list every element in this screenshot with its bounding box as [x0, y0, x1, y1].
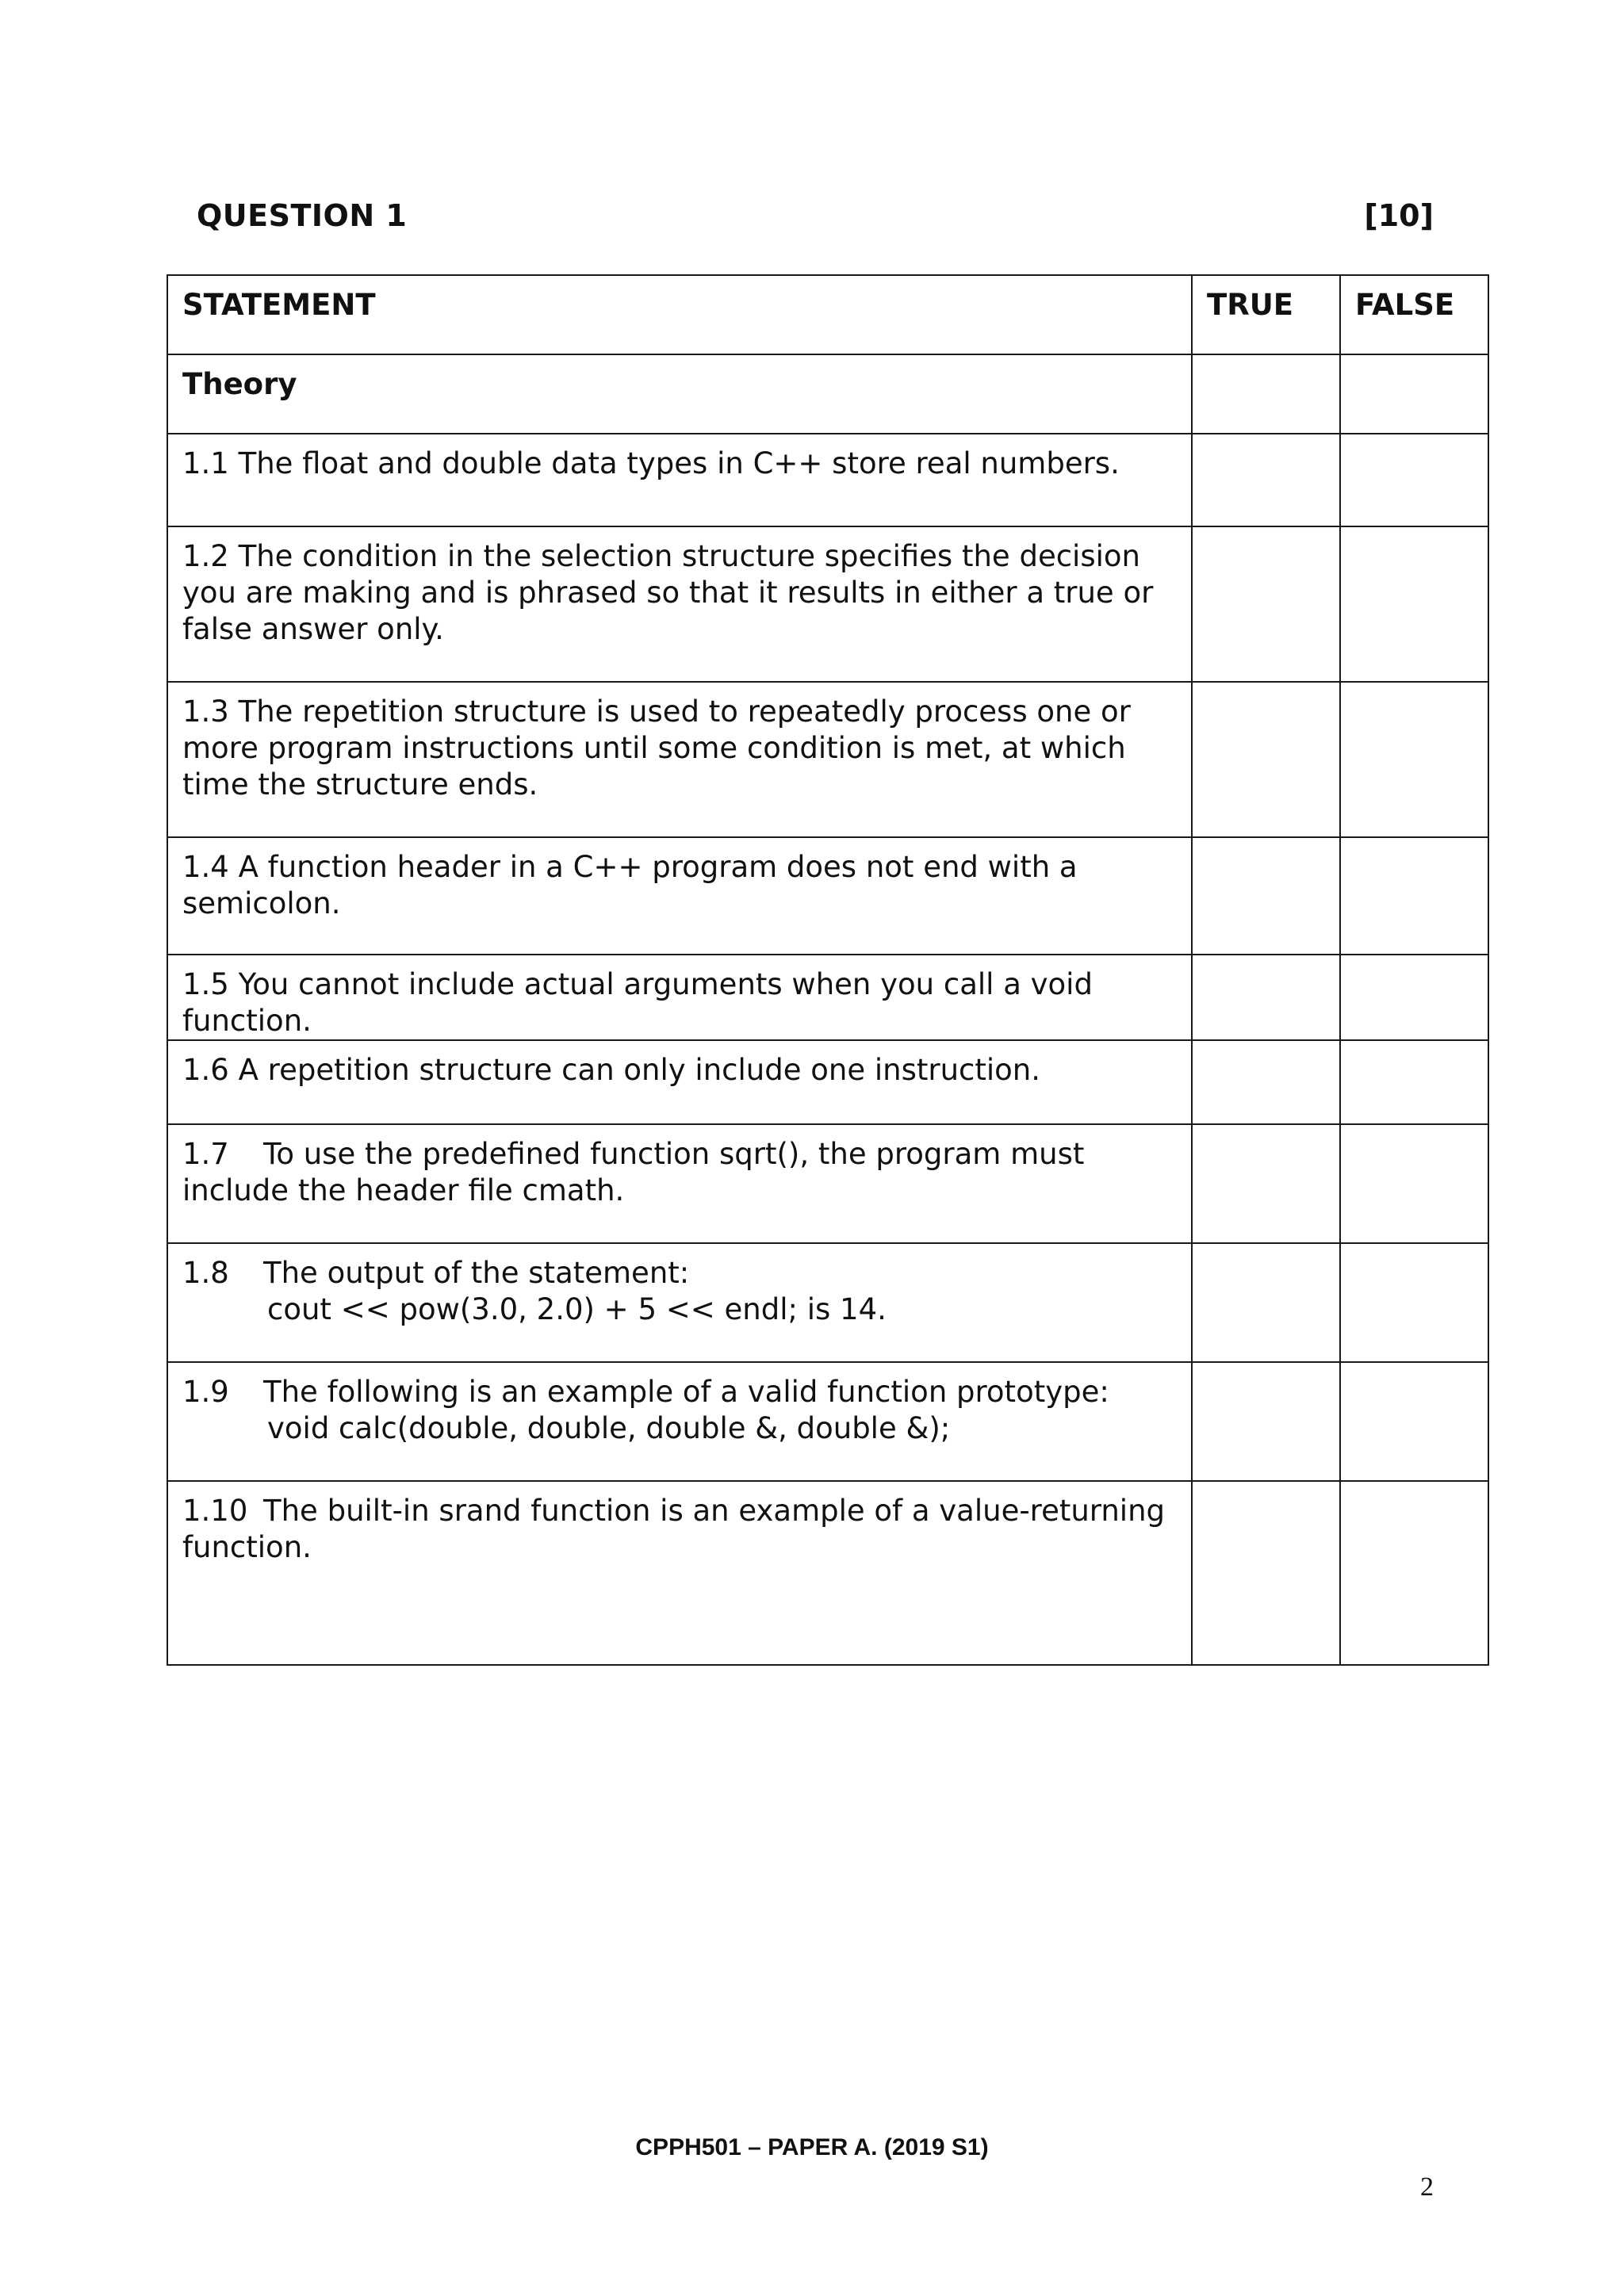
table-row	[167, 1481, 1488, 1665]
paper-code-footer: CPPH501 – PAPER A. (2019 S1)	[635, 2134, 989, 2160]
true-cell[interactable]	[1192, 434, 1340, 526]
statement-code: void calc(double, double, double &, double &);	[267, 1411, 951, 1445]
statement-number: 1.7	[182, 1137, 229, 1171]
false-cell[interactable]	[1340, 955, 1488, 1040]
true-cell[interactable]	[1192, 837, 1340, 955]
statement-text: The built-in srand function is an example of a value-returning function.	[182, 1494, 1166, 1564]
table-row	[167, 1124, 1488, 1243]
false-cell[interactable]	[1340, 1481, 1488, 1665]
statement-code: cout << pow(3.0, 2.0) + 5 << endl; is 14.	[267, 1292, 887, 1326]
false-cell[interactable]	[1340, 354, 1488, 434]
statement-1-5: 1.5 You cannot include actual arguments when you call a void function.	[167, 955, 1192, 1040]
table-row	[167, 1243, 1488, 1362]
true-false-table	[167, 274, 1489, 1666]
statement-1-9	[167, 1362, 1192, 1481]
statement-1-7	[167, 1124, 1192, 1243]
true-cell[interactable]	[1192, 682, 1340, 837]
header-statement: STATEMENT	[167, 275, 1192, 354]
statement-1-4: 1.4 A function header in a C++ program does not end with a semicolon.	[167, 837, 1192, 955]
statement-1-6: 1.6 A repetition structure can only include one instruction.	[167, 1040, 1192, 1124]
question-marks: [10]	[1364, 198, 1434, 233]
statement-1-3: 1.3 The repetition structure is used to repeatedly process one or more program instructions until some condition is met, at which time the structure ends.	[167, 682, 1192, 837]
section-label: Theory	[167, 354, 1192, 434]
statement-text: The output of the statement:	[263, 1256, 690, 1290]
table-header-row	[167, 275, 1488, 354]
true-cell[interactable]	[1192, 1481, 1340, 1665]
false-cell[interactable]	[1340, 1362, 1488, 1481]
statement-1-2: 1.2 The condition in the selection structure specifies the decision you are making and is phrased so that it results in either a true or false answer only.	[167, 526, 1192, 682]
false-cell[interactable]	[1340, 1124, 1488, 1243]
true-cell[interactable]	[1192, 955, 1340, 1040]
true-cell[interactable]	[1192, 526, 1340, 682]
statement-1-8	[167, 1243, 1192, 1362]
true-cell[interactable]	[1192, 1040, 1340, 1124]
true-cell[interactable]	[1192, 1243, 1340, 1362]
table-row	[167, 526, 1488, 682]
statement-number: 1.10	[182, 1494, 248, 1528]
false-cell[interactable]	[1340, 837, 1488, 955]
statement-text: To use the predefined function sqrt(), the program must include the header file cmath.	[182, 1137, 1085, 1207]
statement-number: 1.8	[182, 1256, 229, 1290]
true-cell[interactable]	[1192, 1124, 1340, 1243]
table-row	[167, 682, 1488, 837]
false-cell[interactable]	[1340, 1243, 1488, 1362]
table-row	[167, 1362, 1488, 1481]
statement-1-10	[167, 1481, 1192, 1665]
section-row	[167, 354, 1488, 434]
false-cell[interactable]	[1340, 526, 1488, 682]
header-true: TRUE	[1192, 275, 1340, 354]
table-row	[167, 434, 1488, 526]
table-row	[167, 837, 1488, 955]
false-cell[interactable]	[1340, 1040, 1488, 1124]
statement-1-1: 1.1 The float and double data types in C++ store real numbers.	[167, 434, 1192, 526]
true-cell[interactable]	[1192, 1362, 1340, 1481]
question-title: QUESTION 1	[197, 198, 408, 233]
table-row	[167, 955, 1488, 1040]
header-false: FALSE	[1340, 275, 1488, 354]
false-cell[interactable]	[1340, 682, 1488, 837]
false-cell[interactable]	[1340, 434, 1488, 526]
table-row	[167, 1040, 1488, 1124]
true-cell[interactable]	[1192, 354, 1340, 434]
statement-text: The following is an example of a valid function prototype:	[263, 1375, 1109, 1409]
statement-number: 1.9	[182, 1375, 229, 1409]
page-number: 2	[1420, 2172, 1434, 2202]
